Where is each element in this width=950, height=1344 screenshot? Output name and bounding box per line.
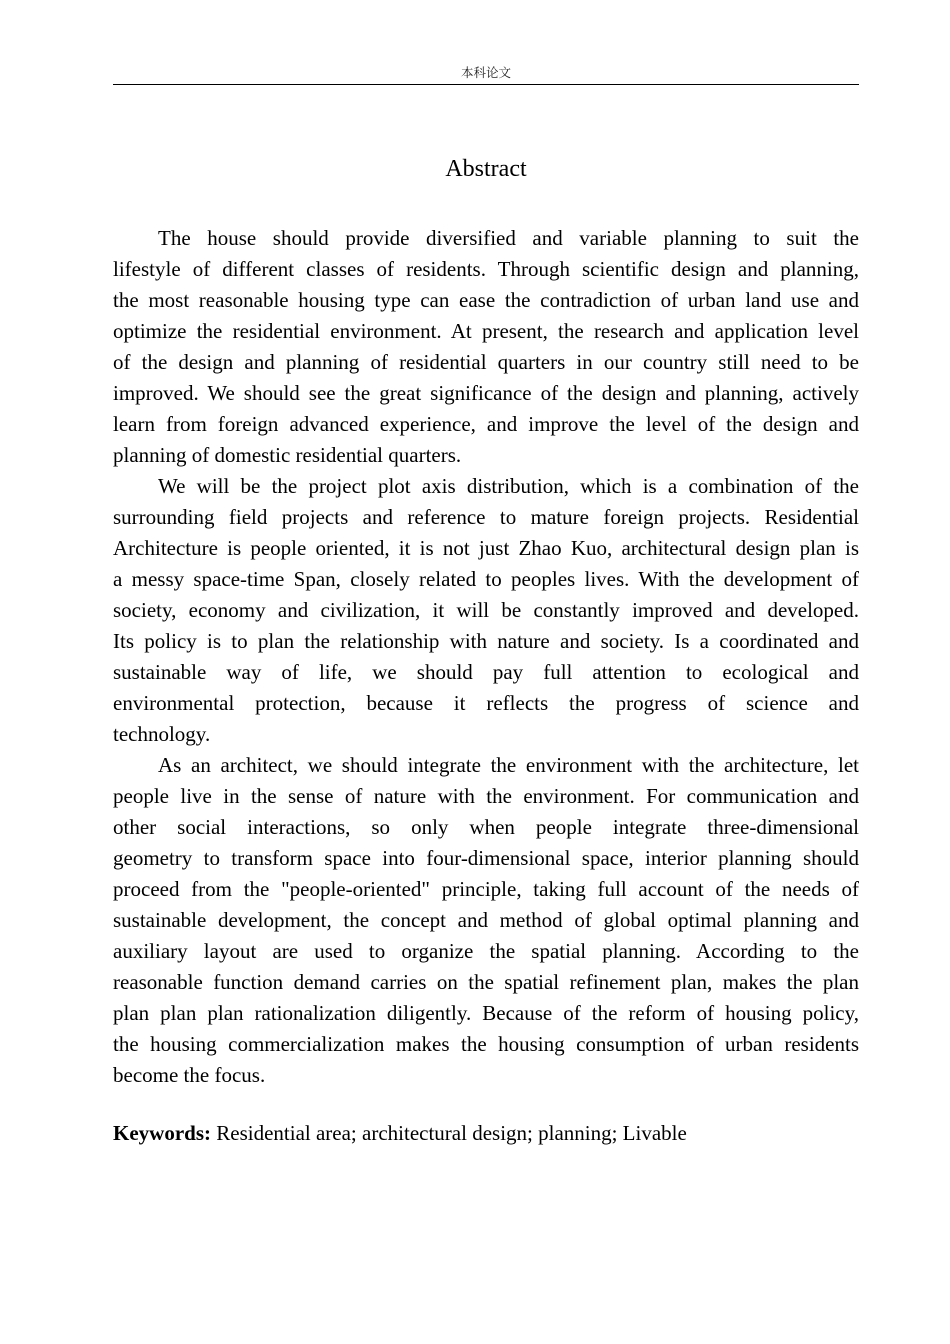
- text-line: people live in the sense of nature with the environment. For communication and: [113, 784, 859, 808]
- abstract-paragraph-1: [113, 223, 859, 471]
- text-line: the most reasonable housing type can ease the contradiction of urban land use and: [113, 288, 859, 312]
- text-line: sustainable way of life, we should pay full attention to ecological and: [113, 660, 859, 684]
- text-line: a messy space-time Span, closely related to peoples lives. With the development of: [113, 567, 859, 591]
- text-line: environmental protection, because it reflects the progress of science and: [113, 691, 859, 715]
- text-line: learn from foreign advanced experience, and improve the level of the design and: [113, 412, 859, 436]
- text-line: surrounding field projects and reference to mature foreign projects. Residential: [113, 505, 859, 529]
- text-line: The house should provide diversified and variable planning to suit the: [158, 226, 859, 250]
- keywords-label: Keywords:: [113, 1121, 211, 1145]
- text-line: of the design and planning of residential quarters in our country still need to be: [113, 350, 859, 374]
- text-line: planning of domestic residential quarters.: [113, 443, 462, 467]
- text-line: Its policy is to plan the relationship with nature and society. Is a coordinated and: [113, 629, 859, 653]
- text-line: society, economy and civilization, it will be constantly improved and developed.: [113, 598, 859, 622]
- text-line: the housing commercialization makes the housing consumption of urban residents: [113, 1032, 859, 1056]
- text-line: reasonable function demand carries on the spatial refinement plan, makes the plan: [113, 970, 859, 994]
- text-line: other social interactions, so only when people integrate three-dimensional: [113, 815, 859, 839]
- text-line: lifestyle of different classes of residents. Through scientific design and planning,: [113, 257, 859, 281]
- text-line: become the focus.: [113, 1063, 266, 1087]
- text-line: plan plan plan rationalization diligently. Because of the reform of housing policy,: [113, 1001, 859, 1025]
- keywords-line: [113, 1118, 859, 1149]
- text-line: auxiliary layout are used to organize the spatial planning. According to the: [113, 939, 859, 963]
- keywords-value: Residential area; architectural design; planning; Livable: [216, 1121, 687, 1145]
- running-header-title: 本科论文: [460, 66, 511, 80]
- text-line: We will be the project plot axis distribution, which is a combination of the: [158, 474, 859, 498]
- abstract-paragraph-3: [113, 750, 859, 1091]
- abstract-paragraph-2: [113, 471, 859, 750]
- text-line: technology.: [113, 722, 211, 746]
- text-line: Architecture is people oriented, it is not just Zhao Kuo, architectural design plan is: [113, 536, 859, 560]
- text-line: improved. We should see the great significance of the design and planning, actively: [113, 381, 859, 405]
- abstract-title: Abstract: [445, 156, 527, 182]
- running-header: [113, 64, 859, 85]
- text-line: optimize the residential environment. At present, the research and application level: [113, 319, 859, 343]
- text-line: proceed from the "people-oriented" principle, taking full account of the needs of: [113, 877, 859, 901]
- text-line: sustainable development, the concept and method of global optimal planning and: [113, 908, 859, 932]
- abstract-body: [113, 223, 859, 1091]
- text-line: geometry to transform space into four-dimensional space, interior planning should: [113, 846, 859, 870]
- text-line: As an architect, we should integrate the environment with the architecture, let: [158, 753, 859, 777]
